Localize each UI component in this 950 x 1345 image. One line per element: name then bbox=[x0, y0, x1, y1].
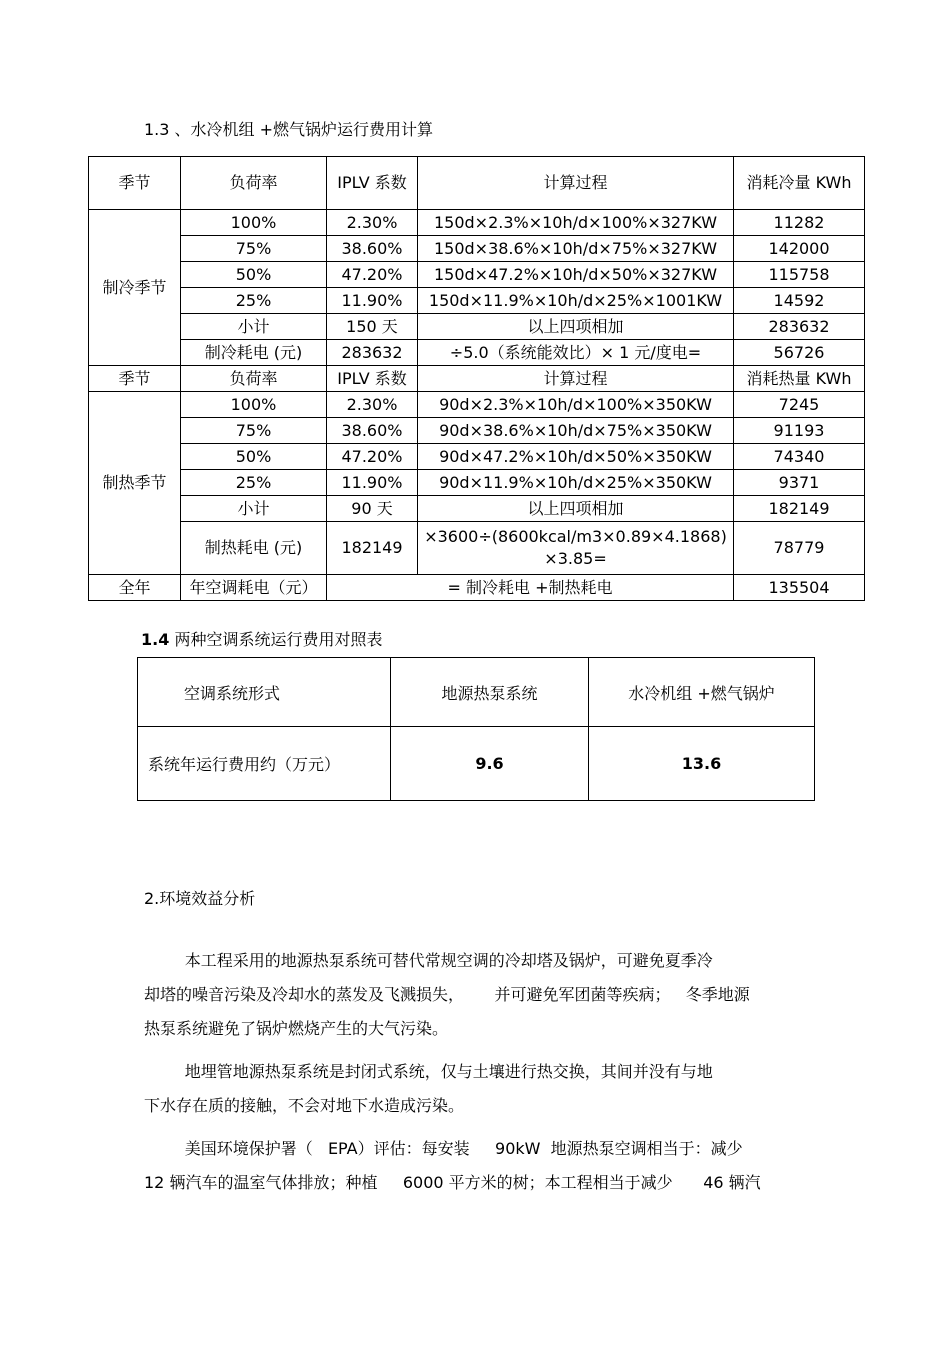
table-cell: 283632 bbox=[327, 340, 418, 366]
table-cell: 9.6 bbox=[391, 727, 589, 801]
header-cell: 季节 bbox=[89, 366, 181, 392]
table-cell: 11.90% bbox=[327, 470, 418, 496]
table-cell: 50% bbox=[181, 262, 327, 288]
paragraph-line: 热泵系统避免了锅炉燃烧产生的大气污染。 bbox=[144, 1019, 449, 1038]
table-cell: 90d×47.2%×10h/d×50%×350KW bbox=[418, 444, 734, 470]
paragraph-line: 本工程采用的地源热泵系统可替代常规空调的冷却塔及锅炉，可避免夏季冷 bbox=[144, 951, 713, 970]
cooling-power-row bbox=[89, 340, 865, 366]
table-cell: 142000 bbox=[734, 236, 865, 262]
heating-power-row bbox=[89, 522, 865, 575]
table-row bbox=[89, 210, 865, 236]
table-cell: 13.6 bbox=[589, 727, 815, 801]
table-cell: 150d×2.3%×10h/d×100%×327KW bbox=[418, 210, 734, 236]
table-cell: 小计 bbox=[181, 496, 327, 522]
paragraph bbox=[144, 1132, 814, 1200]
heating-subtotal-row bbox=[89, 496, 865, 522]
header-cell: IPLV 系数 bbox=[327, 366, 418, 392]
section-1-4-title bbox=[141, 630, 382, 650]
section-title-text: 两种空调系统运行费用对照表 bbox=[174, 630, 383, 649]
paragraph-line: 美国环境保护署（ EPA）评估：每安装 90kW 地源热泵空调相当于：减少 bbox=[144, 1139, 743, 1158]
table-cell: 78779 bbox=[734, 522, 865, 575]
process-line: ×3600÷(8600kcal/m3×0.89×4.1868) bbox=[424, 527, 727, 546]
comparison-table bbox=[137, 657, 815, 801]
header-cell: 水冷机组 +燃气锅炉 bbox=[589, 658, 815, 727]
header-cell: 消耗冷量 KWh bbox=[734, 157, 865, 210]
header-cell: 计算过程 bbox=[418, 366, 734, 392]
cooling-header-row bbox=[89, 157, 865, 210]
table-cell: ÷5.0（系统能效比）× 1 元/度电= bbox=[418, 340, 734, 366]
table-cell: 50% bbox=[181, 444, 327, 470]
table-cell: 制热耗电 (元) bbox=[181, 522, 327, 575]
paragraph-line: 地埋管地源热泵系统是封闭式系统，仅与土壤进行热交换，其间并没有与地 bbox=[144, 1062, 713, 1081]
header-cell: 消耗热量 KWh bbox=[734, 366, 865, 392]
table-cell: 90d×38.6%×10h/d×75%×350KW bbox=[418, 418, 734, 444]
table-cell: 182149 bbox=[734, 496, 865, 522]
table-cell: 38.60% bbox=[327, 236, 418, 262]
comparison-data-row bbox=[138, 727, 815, 801]
table-cell: 75% bbox=[181, 236, 327, 262]
table-cell: 100% bbox=[181, 392, 327, 418]
header-cell: 计算过程 bbox=[418, 157, 734, 210]
table-row bbox=[89, 392, 865, 418]
table-cell: 56726 bbox=[734, 340, 865, 366]
header-cell: 空调系统形式 bbox=[138, 658, 391, 727]
paragraph-line: 12 辆汽车的温室气体排放；种植 6000 平方米的树；本工程相当于减少 46 辆汽 bbox=[144, 1173, 761, 1192]
table-row bbox=[89, 444, 865, 470]
table-cell: 91193 bbox=[734, 418, 865, 444]
table-cell: 283632 bbox=[734, 314, 865, 340]
header-cell: 负荷率 bbox=[181, 366, 327, 392]
table-cell: 90d×11.9%×10h/d×25%×350KW bbox=[418, 470, 734, 496]
table-cell: 182149 bbox=[327, 522, 418, 575]
table-row bbox=[89, 236, 865, 262]
table-row bbox=[89, 418, 865, 444]
table-row bbox=[89, 288, 865, 314]
table-cell: 150d×11.9%×10h/d×25%×1001KW bbox=[418, 288, 734, 314]
table-cell: 90d×2.3%×10h/d×100%×350KW bbox=[418, 392, 734, 418]
cooling-season-label: 制冷季节 bbox=[89, 210, 181, 366]
section-number: 1.4 bbox=[141, 630, 170, 649]
paragraph-line: 却塔的噪音污染及冷却水的蒸发及飞溅损失， 并可避免军团菌等疾病； 冬季地源 bbox=[144, 985, 750, 1004]
table-cell: 47.20% bbox=[327, 262, 418, 288]
table-cell: 90 天 bbox=[327, 496, 418, 522]
header-cell: 季节 bbox=[89, 157, 181, 210]
table-cell: 7245 bbox=[734, 392, 865, 418]
table-cell: 150d×47.2%×10h/d×50%×327KW bbox=[418, 262, 734, 288]
table-cell: 制冷耗电 (元) bbox=[181, 340, 327, 366]
table-cell: 全年 bbox=[89, 575, 181, 601]
table-cell: 75% bbox=[181, 418, 327, 444]
table-cell: 年空调耗电（元） bbox=[181, 575, 327, 601]
process-line: ×3.85= bbox=[544, 549, 607, 568]
table-cell: 以上四项相加 bbox=[418, 314, 734, 340]
operating-cost-table bbox=[88, 156, 865, 601]
table-cell: 135504 bbox=[734, 575, 865, 601]
section-2-title: 2.环境效益分析 bbox=[144, 889, 256, 908]
heating-power-process bbox=[418, 522, 734, 575]
section-1-3-title: 1.3 、水冷机组 +燃气锅炉运行费用计算 bbox=[144, 120, 434, 139]
table-cell: 74340 bbox=[734, 444, 865, 470]
header-cell: IPLV 系数 bbox=[327, 157, 418, 210]
table-cell: 150d×38.6%×10h/d×75%×327KW bbox=[418, 236, 734, 262]
paragraph-line: 下水存在质的接触，不会对地下水造成污染。 bbox=[144, 1096, 465, 1115]
comparison-header-row bbox=[138, 658, 815, 727]
table-row bbox=[89, 470, 865, 496]
heating-header-row bbox=[89, 366, 865, 392]
paragraph bbox=[144, 1055, 814, 1123]
table-cell: 9371 bbox=[734, 470, 865, 496]
table-cell: 115758 bbox=[734, 262, 865, 288]
table-cell: 2.30% bbox=[327, 392, 418, 418]
paragraph bbox=[144, 944, 814, 1046]
table-cell: 小计 bbox=[181, 314, 327, 340]
table-cell: 25% bbox=[181, 470, 327, 496]
header-cell: 负荷率 bbox=[181, 157, 327, 210]
table-cell: 150 天 bbox=[327, 314, 418, 340]
table-cell: 以上四项相加 bbox=[418, 496, 734, 522]
table-row bbox=[89, 262, 865, 288]
annual-row bbox=[89, 575, 865, 601]
table-cell: 14592 bbox=[734, 288, 865, 314]
table-cell: = 制冷耗电 +制热耗电 bbox=[327, 575, 734, 601]
heating-season-label: 制热季节 bbox=[89, 392, 181, 575]
cooling-subtotal-row bbox=[89, 314, 865, 340]
table-cell: 25% bbox=[181, 288, 327, 314]
table-cell: 11.90% bbox=[327, 288, 418, 314]
table-cell: 系统年运行费用约（万元） bbox=[138, 727, 391, 801]
table-cell: 100% bbox=[181, 210, 327, 236]
table-cell: 11282 bbox=[734, 210, 865, 236]
table-cell: 38.60% bbox=[327, 418, 418, 444]
table-cell: 2.30% bbox=[327, 210, 418, 236]
header-cell: 地源热泵系统 bbox=[391, 658, 589, 727]
table-cell: 47.20% bbox=[327, 444, 418, 470]
